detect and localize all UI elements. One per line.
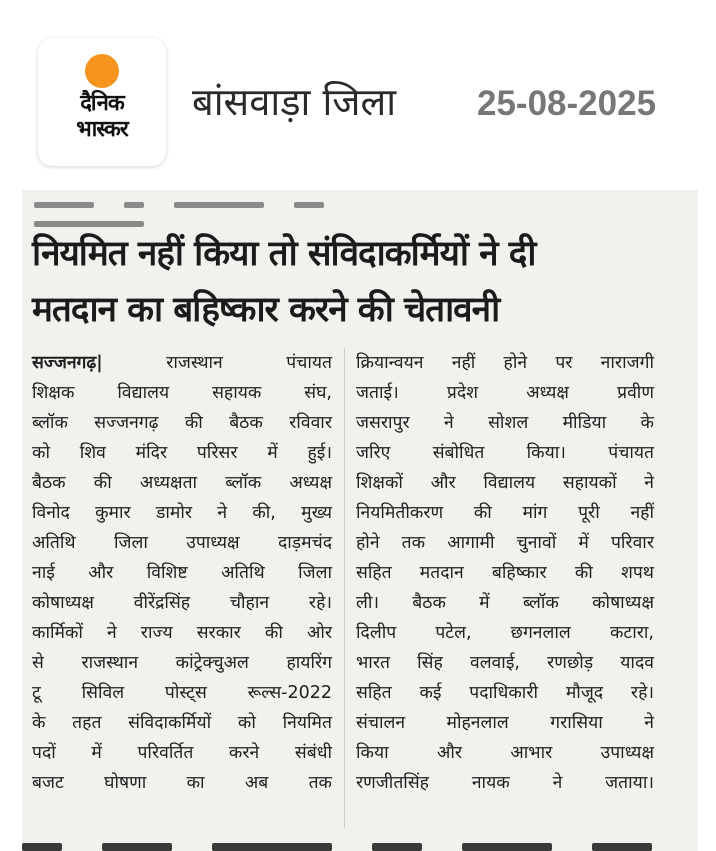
article-headline [32,226,692,338]
column-line-text: राजस्थान पंचायत [166,353,332,373]
column-line: जसरापुर ने सोशल मीडिया के [356,413,654,433]
column-line: कार्मिकों ने राज्य सरकार की ओर [32,623,332,643]
column-line: को शिव मंदिर परिसर में हुई। [32,443,332,463]
column-line: क्रियान्वयन नहीं होने पर नाराजगी [356,353,654,373]
column-line: नियमितीकरण की मांग पूरी नहीं [356,503,654,523]
sun-icon [85,54,119,88]
logo-text-line1: दैनिक [80,91,124,116]
column-line [32,348,332,378]
edition-date: 25-08-2025 [477,84,657,123]
column-line: बजट घोषणा का अब तक [32,773,332,793]
column-divider [344,348,345,828]
column-line: जताई। प्रदेश अध्यक्ष प्रवीण [356,383,654,403]
column-line: टू सिविल पोस्ट्स रूल्स-2022 [32,683,332,703]
column-line: दिलीप पटेल, छगनलाल कटारा, [356,623,654,643]
column-line: शिक्षकों और विद्यालय सहायकों ने [356,473,654,493]
district-title: बांसवाड़ा जिला [192,80,397,124]
column-line: ब्लॉक सज्जनगढ़ की बैठक रविवार [32,413,332,433]
column-line: भारत सिंह वलवाई, रणछोड़ यादव [356,653,654,673]
column-line: सहित मतदान बहिष्कार की शपथ [356,563,654,583]
cropped-text-fragment-bottom [22,836,698,851]
column-line: बैठक की अध्यक्षता ब्लॉक अध्यक्ष [32,473,332,493]
column-line: से राजस्थान कांट्रेक्चुअल हायरिंग [32,653,332,673]
dateline: सज्जनगढ़| [32,353,103,373]
newspaper-clipping [22,190,698,851]
column-line: संचालन मोहनलाल गरासिया ने [356,713,654,733]
cropped-text-fragment-top [34,194,484,208]
dainik-bhaskar-logo [38,38,166,166]
headline-line-1: नियमित नहीं किया तो संविदाकर्मियों ने दी [32,234,536,274]
article-column-2 [356,348,654,828]
column-line: के तहत संविदाकर्मियों को नियमित [32,713,332,733]
column-line: जरिए संबोधित किया। पंचायत [356,443,654,463]
column-line: विनोद कुमार डामोर ने की, मुख्य [32,503,332,523]
column-line: रणजीतसिंह नायक ने जताया। [356,773,654,793]
column-line: अतिथि जिला उपाध्यक्ष दाड़मचंद [32,533,332,553]
article-column-1 [32,348,332,828]
column-line: शिक्षक विद्यालय सहायक संघ, [32,383,332,403]
column-line: किया और आभार उपाध्यक्ष [356,743,654,763]
header [0,0,716,190]
column-line: ली। बैठक में ब्लॉक कोषाध्यक्ष [356,593,654,613]
column-line: सहित कई पदाधिकारी मौजूद रहे। [356,683,654,703]
headline-line-2: मतदान का बहिष्कार करने की चेतावनी [32,290,500,330]
column-line: नाई और विशिष्ट अतिथि जिला [32,563,332,583]
column-line: कोषाध्यक्ष वीरेंद्रसिंह चौहान रहे। [32,593,332,613]
column-line: होने तक आगामी चुनावों में परिवार [356,533,654,553]
column-line: पदों में परिवर्तित करने संबंधी [32,743,332,763]
logo-text-line2: भास्कर [76,117,128,142]
